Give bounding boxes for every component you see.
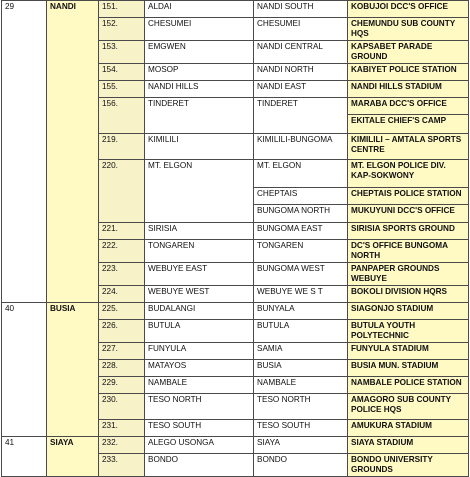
constituency-name: SIRISIA: [145, 223, 254, 240]
constituency-name: TONGAREN: [145, 240, 254, 263]
constituency-name: KIMILILI: [145, 134, 254, 160]
constituency-code: 233.: [99, 454, 145, 477]
constituency-name: CHESUMEI: [145, 18, 254, 41]
sub-county-name: BUNGOMA WEST: [254, 263, 348, 286]
constituency-code: 224.: [99, 286, 145, 303]
county-name: NANDI: [47, 1, 99, 303]
constituency-code: 226.: [99, 320, 145, 343]
constituency-code: 219.: [99, 134, 145, 160]
venue-name: MUKUYUNI DCC'S OFFICE: [348, 205, 469, 223]
constituency-code: 154.: [99, 64, 145, 81]
constituency-code: 220.: [99, 160, 145, 223]
venue-name: BUTULA YOUTH POLYTECHNIC: [348, 320, 469, 343]
constituency-code: 151.: [99, 1, 145, 18]
sub-county-name: NAMBALE: [254, 377, 348, 394]
constituency-name: MT. ELGON: [145, 160, 254, 223]
venue-name: KABIYET POLICE STATION: [348, 64, 469, 81]
sub-county-name: BONDO: [254, 454, 348, 477]
venue-name: CHEMUNDU SUB COUNTY HQS: [348, 18, 469, 41]
venue-name: KAPSABET PARADE GROUND: [348, 41, 469, 64]
sub-county-name: NANDI CENTRAL: [254, 41, 348, 64]
constituency-code: 155.: [99, 81, 145, 98]
sub-county-name: WEBUYE WE S T: [254, 286, 348, 303]
constituency-code: 232.: [99, 437, 145, 454]
county-number: 41: [2, 437, 47, 477]
county-name: SIAYA: [47, 437, 99, 477]
sub-county-name: SIAYA: [254, 437, 348, 454]
venue-name: PANPAPER GROUNDS WEBUYE: [348, 263, 469, 286]
constituency-code: 225.: [99, 303, 145, 320]
sub-county-name: MT. ELGON: [254, 160, 348, 188]
constituency-name: NANDI HILLS: [145, 81, 254, 98]
sub-county-name: NANDI NORTH: [254, 64, 348, 81]
constituency-name: ALEGO USONGA: [145, 437, 254, 454]
constituency-name: ALDAI: [145, 1, 254, 18]
sub-county-name: NANDI EAST: [254, 81, 348, 98]
sub-county-name: SAMIA: [254, 343, 348, 360]
constituency-name: FUNYULA: [145, 343, 254, 360]
venue-name: EKITALE CHIEF'S CAMP: [348, 115, 469, 134]
constituency-code: 153.: [99, 41, 145, 64]
table-row: [2, 303, 469, 320]
venue-name: KOBUJOI DCC'S OFFICE: [348, 1, 469, 18]
sub-county-name: TONGAREN: [254, 240, 348, 263]
venue-name: CHEPTAIS POLICE STATION: [348, 188, 469, 205]
venue-name: NANDI HILLS STADIUM: [348, 81, 469, 98]
constituency-name: TESO SOUTH: [145, 420, 254, 437]
constituency-name: WEBUYE WEST: [145, 286, 254, 303]
venue-name: AMUKURA STADIUM: [348, 420, 469, 437]
constituency-name: NAMBALE: [145, 377, 254, 394]
sub-county-name: TINDERET: [254, 98, 348, 134]
constituency-code: 152.: [99, 18, 145, 41]
sub-county-name: TESO SOUTH: [254, 420, 348, 437]
sub-county-name: CHESUMEI: [254, 18, 348, 41]
sub-county-name: KIMILILI-BUNGOMA: [254, 134, 348, 160]
county-number: 29: [2, 1, 47, 303]
sub-county-name: BUNGOMA NORTH: [254, 205, 348, 223]
constituency-name: MATAYOS: [145, 360, 254, 377]
constituency-code: 221.: [99, 223, 145, 240]
venue-name: MT. ELGON POLICE DIV. KAP-SOKWONY: [348, 160, 469, 188]
table-row: [2, 437, 469, 454]
sub-county-name: NANDI SOUTH: [254, 1, 348, 18]
venues-table: [1, 0, 469, 477]
constituency-code: 227.: [99, 343, 145, 360]
constituency-code: 230.: [99, 394, 145, 420]
constituency-name: TINDERET: [145, 98, 254, 134]
venue-name: FUNYULA STADIUM: [348, 343, 469, 360]
sub-county-name: BUNYALA: [254, 303, 348, 320]
sub-county-name: BUSIA: [254, 360, 348, 377]
venue-name: AMAGORO SUB COUNTY POLICE HQS: [348, 394, 469, 420]
constituency-code: 156.: [99, 98, 145, 134]
venue-name: SIAGONJO STADIUM: [348, 303, 469, 320]
venue-name: BUSIA MUN. STADIUM: [348, 360, 469, 377]
constituency-name: WEBUYE EAST: [145, 263, 254, 286]
sub-county-name: TESO NORTH: [254, 394, 348, 420]
constituency-code: 231.: [99, 420, 145, 437]
venue-name: BONDO UNIVERSITY GROUNDS: [348, 454, 469, 477]
constituency-code: 222.: [99, 240, 145, 263]
venue-name: DC'S OFFICE BUNGOMA NORTH: [348, 240, 469, 263]
county-number: 40: [2, 303, 47, 437]
constituency-name: MOSOP: [145, 64, 254, 81]
venue-name: NAMBALE POLICE STATION: [348, 377, 469, 394]
sub-county-name: CHEPTAIS: [254, 188, 348, 205]
table-row: [2, 1, 469, 18]
sub-county-name: BUNGOMA EAST: [254, 223, 348, 240]
venue-name: MARABA DCC'S OFFICE: [348, 98, 469, 115]
venue-name: SIAYA STADIUM: [348, 437, 469, 454]
county-name: BUSIA: [47, 303, 99, 437]
sub-county-name: BUTULA: [254, 320, 348, 343]
constituency-name: BUDALANGI: [145, 303, 254, 320]
venue-name: BOKOLI DIVISION HQRS: [348, 286, 469, 303]
constituency-name: TESO NORTH: [145, 394, 254, 420]
constituency-code: 223.: [99, 263, 145, 286]
constituency-name: BUTULA: [145, 320, 254, 343]
constituency-code: 229.: [99, 377, 145, 394]
constituency-code: 228.: [99, 360, 145, 377]
venue-name: KIMILILI – AMTALA SPORTS CENTRE: [348, 134, 469, 160]
venue-name: SIRISIA SPORTS GROUND: [348, 223, 469, 240]
constituency-name: BONDO: [145, 454, 254, 477]
constituency-name: EMGWEN: [145, 41, 254, 64]
